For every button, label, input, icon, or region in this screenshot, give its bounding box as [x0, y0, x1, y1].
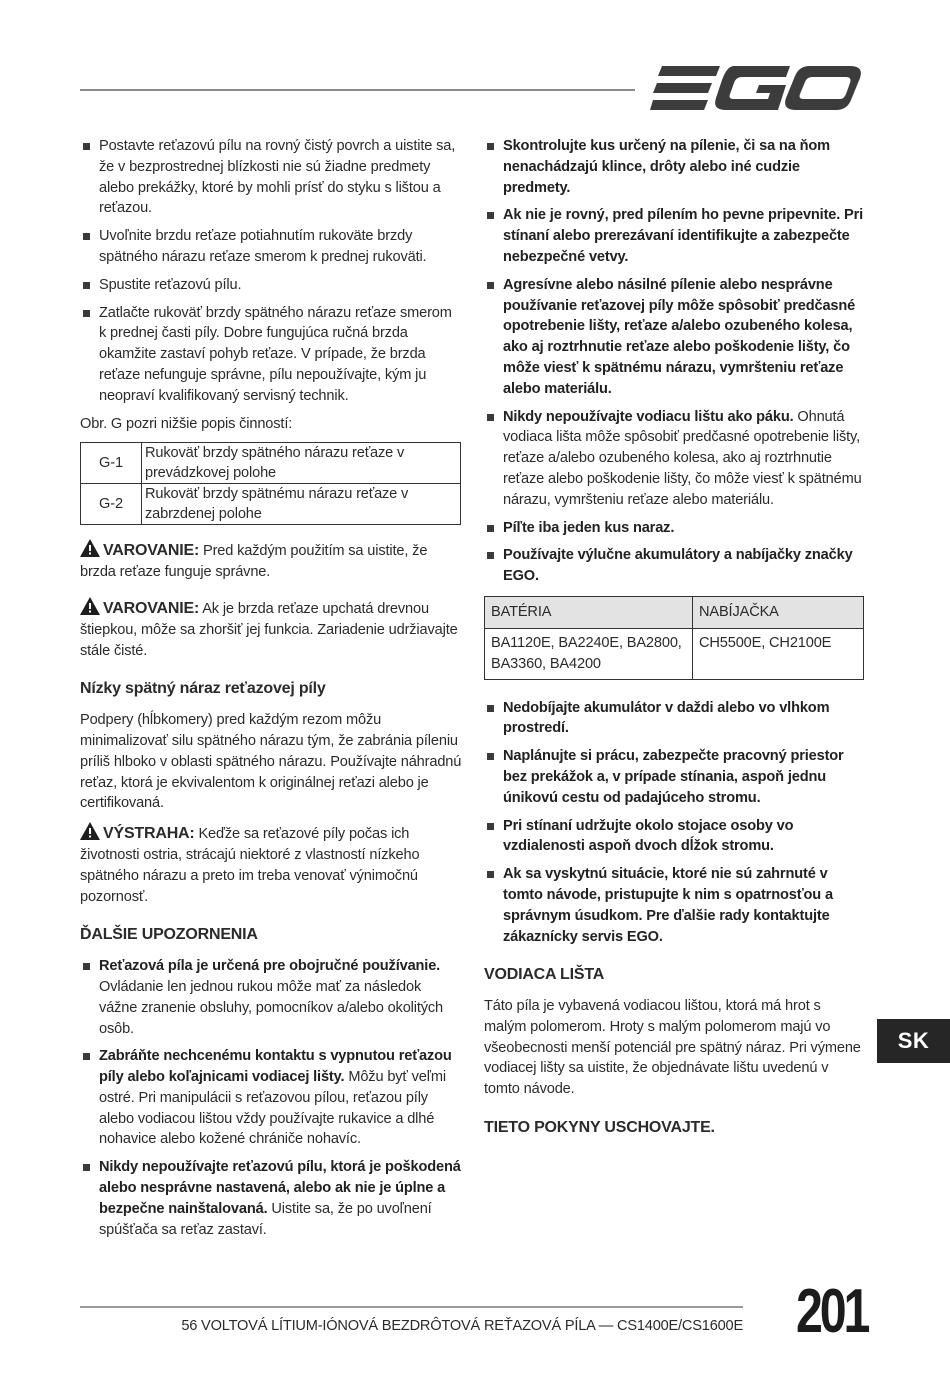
caution-label: VÝSTRAHA:: [103, 825, 195, 843]
list-item: [484, 746, 864, 808]
section-heading: ĎALŠIE UPOZORNENIA: [80, 926, 258, 944]
left-column: [80, 136, 462, 1247]
list-item-text: Môžu byť veľmi ostré. Pri manipulácii s reťazovou pílou, reťazou píly alebo vodiacou lištou vždy používajte rukavice a dlhé nohavice alebo kožené chrániče nohavíc.: [99, 1069, 446, 1148]
caution-text: Keďže sa reťazové píly počas ich životnosti ostria, strácajú niektoré z vlastností nízkeho spätného nárazu a preto im treba venovať výnimočnú pozornosť.: [80, 826, 420, 905]
list-item: [484, 407, 864, 511]
header-rule: [80, 89, 635, 91]
list-item: [484, 136, 864, 198]
warning-label: VAROVANIE:: [103, 599, 200, 617]
warning-block: [80, 597, 462, 661]
table-cell-batteries: BA1120E, BA2240E, BA2800, BA3360, BA4200: [485, 628, 693, 679]
battery-charger-table: [484, 596, 864, 680]
list-item: [80, 275, 462, 296]
list-item: [484, 545, 864, 587]
table-header-charger: NABÍJAČKA: [693, 596, 864, 628]
table-header-battery: BATÉRIA: [485, 596, 693, 628]
list-item-bold: Píľte iba jeden kus naraz.: [503, 519, 675, 536]
list-item: [484, 518, 864, 539]
list-item: [484, 698, 864, 740]
table-row: [81, 443, 461, 484]
list-item-text: Uvoľnite brzdu reťaze potiahnutím rukoväte brzdy spätného nárazu reťaze smerom k prednej rukoväti.: [99, 228, 427, 265]
warning-text: Ak je brzda reťaze upchatá drevnou štiepkou, môže sa zhoršiť jej funkcia. Zariadenie udržiavajte stále čisté.: [80, 600, 458, 659]
warning-block: [80, 539, 462, 583]
list-item: [80, 1046, 462, 1150]
section-heading: TIETO POKYNY USCHOVAJTE.: [484, 1119, 715, 1137]
list-item: [80, 956, 462, 1039]
list-item-text: Ohnutá vodiaca lišta môže spôsobiť predčasné opotrebenie lišty, reťaze a/alebo ozubeného kolesa, ako aj roztrhnutie reťaze alebo poškodenie lišty, čo môže viesť k spätnému nárazu, vymršteniu reťaze alebo materiálu.: [503, 408, 862, 508]
table-cell-chargers: CH5500E, CH2100E: [693, 628, 864, 679]
list-item-bold: Reťazová píla je určená pre obojručné používanie.: [99, 958, 441, 975]
table-cell-code: G-1: [81, 443, 142, 484]
warning-label: VAROVANIE:: [103, 542, 200, 560]
list-item-bold: Naplánujte si prácu, zabezpečte pracovný priestor bez prekážok a, v prípade stínania, aspoň jednu únikovú cestu od padajúceho stromu.: [503, 748, 844, 806]
list-item-text: Uistite sa, že po uvoľnení spúšťača sa reťaz zastaví.: [99, 1200, 432, 1238]
language-tab: SK: [877, 1019, 950, 1063]
warning-text: Pred každým použitím sa uistite, že brzda reťaze funguje správne.: [80, 543, 428, 581]
table-header-row: [485, 596, 864, 628]
list-item-bold: Agresívne alebo násilné pílenie alebo nesprávne používanie reťazovej píly môže spôsobiť predčasné opotrebenie lišty, reťaze a/alebo ozubeného kolesa, ako aj roztrhnutie reťaze alebo poškodenie lišty, čo môže viesť k spätnému nárazu, vymršteniu reťaze alebo materiálu.: [503, 276, 856, 397]
list-item-bold: Nikdy nepoužívajte vodiacu lištu ako páku.: [503, 408, 794, 425]
footer-title: 56 VOLTOVÁ LÍTIUM-IÓNOVÁ BEZDRÔTOVÁ REŤAZOVÁ PÍLA — CS1400E/CS1600E: [181, 1318, 743, 1334]
section-heading: Nízky spätný náraz reťazovej píly: [80, 680, 326, 698]
list-item: [80, 226, 462, 268]
list-item-bold: Zabráňte nechcenému kontaktu s vypnutou reťazou píly alebo koľajnicami vodiacej lišty.: [99, 1048, 452, 1086]
list-item-text: Spustite reťazovú pílu.: [99, 276, 242, 293]
figure-g-table: [80, 442, 461, 525]
list-item-text: Postavte reťazovú pílu na rovný čistý povrch a uistite sa, že v bezprostrednej blízkosti nie sú žiadne predmety alebo prekážky, ktoré by mohli prísť do styku s lištou a reťazou.: [99, 138, 456, 217]
list-item: [484, 864, 864, 947]
list-item: [484, 205, 864, 267]
list-item-bold: Ak sa vyskytnú situácie, ktoré nie sú zahrnuté v tomto návode, pristupujte k nim s opatrnosťou a správnym úsudkom. Pre ďalšie rady kontaktujte zákaznícky servis EGO.: [503, 866, 833, 945]
list-item: [484, 275, 864, 400]
ego-logo: [650, 64, 862, 112]
table-cell-code: G-2: [81, 484, 142, 525]
list-item-bold: Nedobíjajte akumulátor v daždi alebo vo vlhkom prostredí.: [503, 699, 830, 737]
warning-triangle-icon: [80, 822, 100, 840]
table-row: [485, 628, 864, 679]
list-item-bold: Skontrolujte kus určený na pílenie, či sa na ňom nenachádzajú klince, drôty alebo iné cudzie predmety.: [503, 138, 830, 196]
list-item: [80, 303, 462, 407]
list-item-text: Ovládanie len jednou rukou môže mať za následok vážne zranenie obsluhy, pomocníkov a/alebo okolitých osôb.: [99, 978, 444, 1037]
table-row: [81, 484, 461, 525]
list-item-text: Zatlačte rukoväť brzdy spätného nárazu reťaze smerom k prednej časti píly. Dobre fungujúca ručná brzda okamžite zastaví pohyb reťaze. V prípade, že brzda reťaze nefunguje správne, pílu nepoužívajte, kým ju neopraví kvalifikovaný servisný technik.: [99, 304, 452, 404]
right-column: [484, 136, 864, 1149]
list-item: [80, 1157, 462, 1240]
list-item-bold: Používajte výlučne akumulátory a nabíjačky značky EGO.: [503, 547, 853, 585]
paragraph: Podpery (hĺbkomery) pred každým rezom môžu minimalizovať silu spätného nárazu tým, že zabránia píleniu príliš hlboko v oblasti spätného nárazu. Používajte náhradnú reťaz, ktorá je ekvivalentom k originálnej reťazi alebo je certifikovaná.: [80, 712, 462, 812]
list-item-bold: Ak nie je rovný, pred pílením ho pevne pripevnite. Pri stínaní alebo prerezávaní identifikujte a zabezpečte nebezpečné vetvy.: [503, 207, 864, 265]
figure-reference: Obr. G pozri nižšie popis činností:: [80, 415, 293, 432]
list-item-bold: Nikdy nepoužívajte reťazovú pílu, ktorá je poškodená alebo nesprávne nastavená, alebo ak nie je úplne a bezpečne nainštalovaná.: [99, 1159, 461, 1217]
list-item: [80, 136, 462, 219]
warning-triangle-icon: [80, 597, 100, 615]
table-cell-description: Rukoväť brzdy spätného nárazu reťaze v prevádzkovej polohe: [142, 443, 461, 484]
list-item-bold: Pri stínaní udržujte okolo stojace osoby vo vzdialenosti aspoň dvoch dĺžok stromu.: [503, 817, 794, 855]
section-heading: VODIACA LIŠTA: [484, 966, 605, 984]
warning-triangle-icon: [80, 539, 100, 557]
caution-block: [80, 822, 462, 907]
list-item: [484, 816, 864, 858]
paragraph: Táto píla je vybavená vodiacou lištou, ktorá má hrot s malým polomerom. Hroty s malým polomerom majú vo všeobecnosti menší potenciál pre spätný náraz. Pri výmene vodiacej lišty sa uistite, že objednávate lištu uvedenú v tomto návode.: [484, 998, 861, 1098]
table-cell-description: Rukoväť brzdy spätnému nárazu reťaze v zabrzdenej polohe: [142, 484, 461, 525]
footer-rule: [80, 1306, 743, 1308]
page-number: 201: [796, 1277, 868, 1346]
